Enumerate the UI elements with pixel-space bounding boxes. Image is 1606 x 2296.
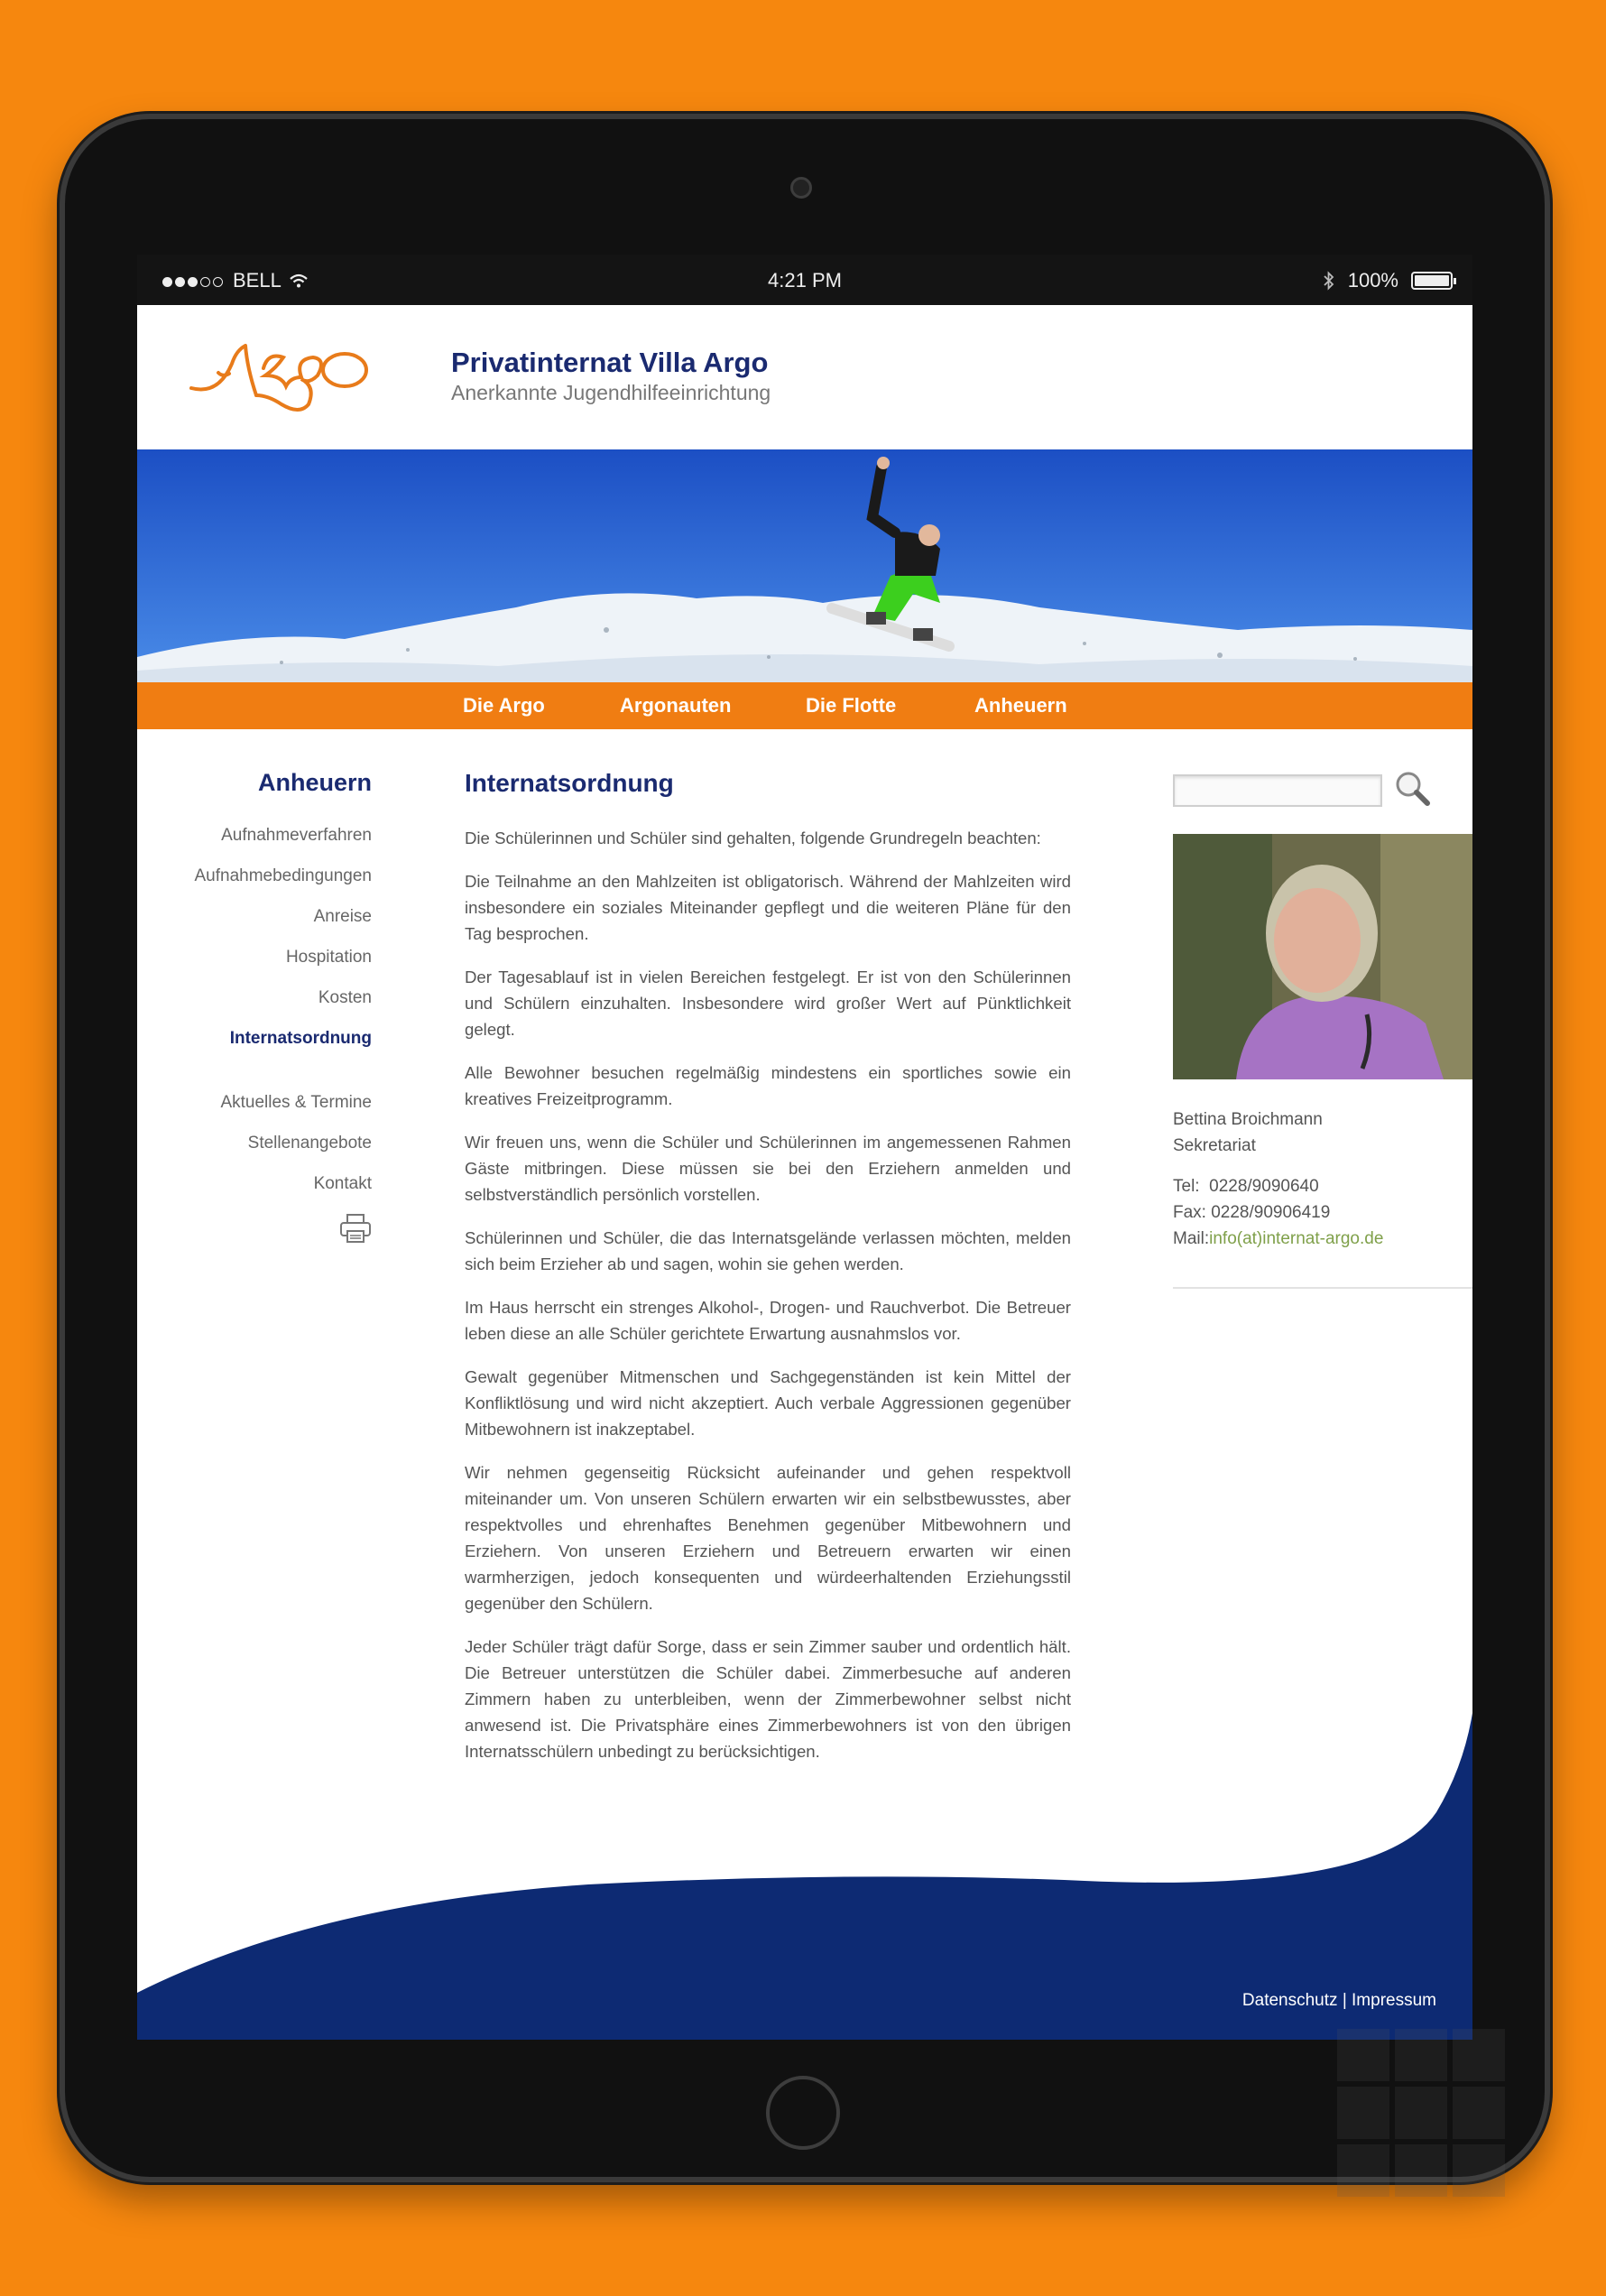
impressum-link[interactable]: Impressum <box>1352 1991 1436 2010</box>
contact-role: Sekretariat <box>1173 1136 1256 1155</box>
main-nav <box>137 682 1472 729</box>
footer-separator: | <box>1342 1991 1347 2010</box>
battery-icon <box>1411 272 1453 290</box>
carrier-label: BELL <box>233 269 282 292</box>
nav-item-die-argo[interactable]: Die Argo <box>463 694 545 717</box>
status-time: 4:21 PM <box>768 269 842 292</box>
sidebar-item-aufnahmebedingungen[interactable]: Aufnahmebedingungen <box>194 866 372 885</box>
paragraph: Die Teilnahme an den Mahlzeiten ist obligatorisch. Während der Mahlzeiten wird insbesondere ein soziales Miteinander gepflegt und die weiteren Pläne für den Tag besprochen. <box>465 872 1071 943</box>
sidebar-item-aktuelles[interactable]: Aktuelles & Termine <box>220 1093 372 1112</box>
camera <box>790 177 812 199</box>
paragraph: Die Schülerinnen und Schüler sind gehalten, folgende Grundregeln beachten: <box>465 829 1041 847</box>
printer-icon[interactable] <box>339 1213 372 1244</box>
argo-logo[interactable] <box>182 332 381 431</box>
nav-item-argonauten[interactable]: Argonauten <box>620 694 732 717</box>
divider <box>1173 1287 1472 1289</box>
paragraph: Der Tagesablauf ist in vielen Bereichen festgelegt. Er ist von den Schülerinnen und Schülern einzuhalten. Insbesondere wird großer Wert auf Pünktlichkeit gelegt. <box>465 967 1071 1039</box>
mail-label: Mail: <box>1173 1229 1210 1248</box>
main-content <box>465 769 1071 1782</box>
bluetooth-icon <box>1323 271 1335 291</box>
site-title[interactable]: Privatinternat Villa Argo <box>451 347 769 378</box>
sidebar-item-anreise[interactable]: Anreise <box>313 907 372 926</box>
fax-number: 0228/90906419 <box>1211 1203 1331 1222</box>
home-button[interactable] <box>766 2076 840 2150</box>
right-column <box>1173 769 1472 1248</box>
paragraph: Im Haus herrscht ein strenges Alkohol-, Drogen- und Rauchverbot. Die Betreuer leben diese an alle Schüler gerichtete Erwartung ausnahmslos vor. <box>465 1298 1071 1343</box>
sidebar-heading: Anheuern <box>257 769 372 796</box>
site-subtitle: Anerkannte Jugendhilfeeinrichtung <box>451 381 771 404</box>
sidebar-item-kontakt[interactable]: Kontakt <box>313 1174 372 1193</box>
sidebar-item-internatsordnung[interactable]: Internatsordnung <box>229 1029 372 1048</box>
search-box <box>1173 769 1472 814</box>
paragraph: Schülerinnen und Schüler, die das Internatsgelände verlassen möchten, melden sich beim Erzieher ab und sagen, wohin sie gehen werden. <box>465 1228 1071 1273</box>
mail-link[interactable]: info(at)internat-argo.de <box>1209 1229 1384 1248</box>
contact-name: Bettina Broichmann <box>1173 1110 1323 1129</box>
sidebar-item-stellenangebote[interactable]: Stellenangebote <box>247 1134 372 1153</box>
website <box>137 305 1472 2040</box>
fax-label: Fax: <box>1173 1203 1206 1222</box>
search-icon[interactable] <box>1393 769 1433 809</box>
sidebar-item-kosten[interactable]: Kosten <box>318 988 372 1007</box>
paragraph: Wir nehmen gegenseitig Rücksicht aufeinander und gehen respektvoll miteinander um. Von unseren Schülern erwarten wir ein selbstbewusstes, aber respektvolles und ehrenhaftes Benehmen gegenüber Mitbewohnern und Erziehern. Von unseren Erziehern und Betreuern erwarten wir einen warmherzigen, jedoch konsequenten und würdeerhaltenden Erziehungsstil gegenüber den Schülern. <box>465 1463 1071 1613</box>
tel-number[interactable]: 0228/9090640 <box>1209 1177 1319 1196</box>
paragraph: Gewalt gegenüber Mitmenschen und Sachgegenständen ist kein Mittel der Konfliktlösung und wird nicht akzeptiert. Auch verbale Aggressionen gegenüber Mitbewohnern ist inakzeptabel. <box>465 1367 1071 1439</box>
paragraph: Alle Bewohner besuchen regelmäßig mindestens ein sportliches sowie ein kreatives Freizeitprogramm. <box>465 1063 1071 1108</box>
footer-links <box>1242 1991 1436 2011</box>
sidebar-item-aufnahmeverfahren[interactable]: Aufnahmeverfahren <box>221 826 372 845</box>
battery-percentage: 100% <box>1347 269 1398 292</box>
sidebar-item-hospitation[interactable]: Hospitation <box>285 948 372 967</box>
datenschutz-link[interactable]: Datenschutz <box>1241 1991 1338 2010</box>
contact-info <box>1173 1106 1383 1252</box>
paragraph: Wir freuen uns, wenn die Schüler und Schülerinnen im angemessenen Rahmen Gäste mitbringen. Diese müssen sie bei den Erziehern anmelden und selbstverständlich persönlich vorstellen. <box>465 1133 1071 1204</box>
status-bar <box>137 255 1472 305</box>
page-title: Internatsordnung <box>465 769 674 797</box>
grid-watermark-icon <box>1337 2029 1512 2204</box>
paragraph: Jeder Schüler trägt dafür Sorge, dass er sein Zimmer sauber und ordentlich hält. Die Betreuer unterstützen die Schüler dabei. Zimmerbesuche auf anderen Zimmern haben zu unterbleiben, wenn der Zimmerbewohner selbst nicht anwesend ist. Die Privatsphäre eines Zimmerbewohners ist von den übrigen Internatsschülern unbedingt zu berücksichtigen. <box>465 1637 1071 1761</box>
tel-label: Tel: <box>1173 1177 1200 1196</box>
hero-image-snowboarder <box>137 449 1472 682</box>
screen <box>137 255 1472 2040</box>
sidebar <box>137 769 372 1248</box>
nav-item-anheuern[interactable]: Anheuern <box>974 694 1067 717</box>
nav-item-die-flotte[interactable]: Die Flotte <box>806 694 897 717</box>
contact-portrait-photo <box>1173 834 1472 1079</box>
search-input[interactable] <box>1173 774 1382 807</box>
